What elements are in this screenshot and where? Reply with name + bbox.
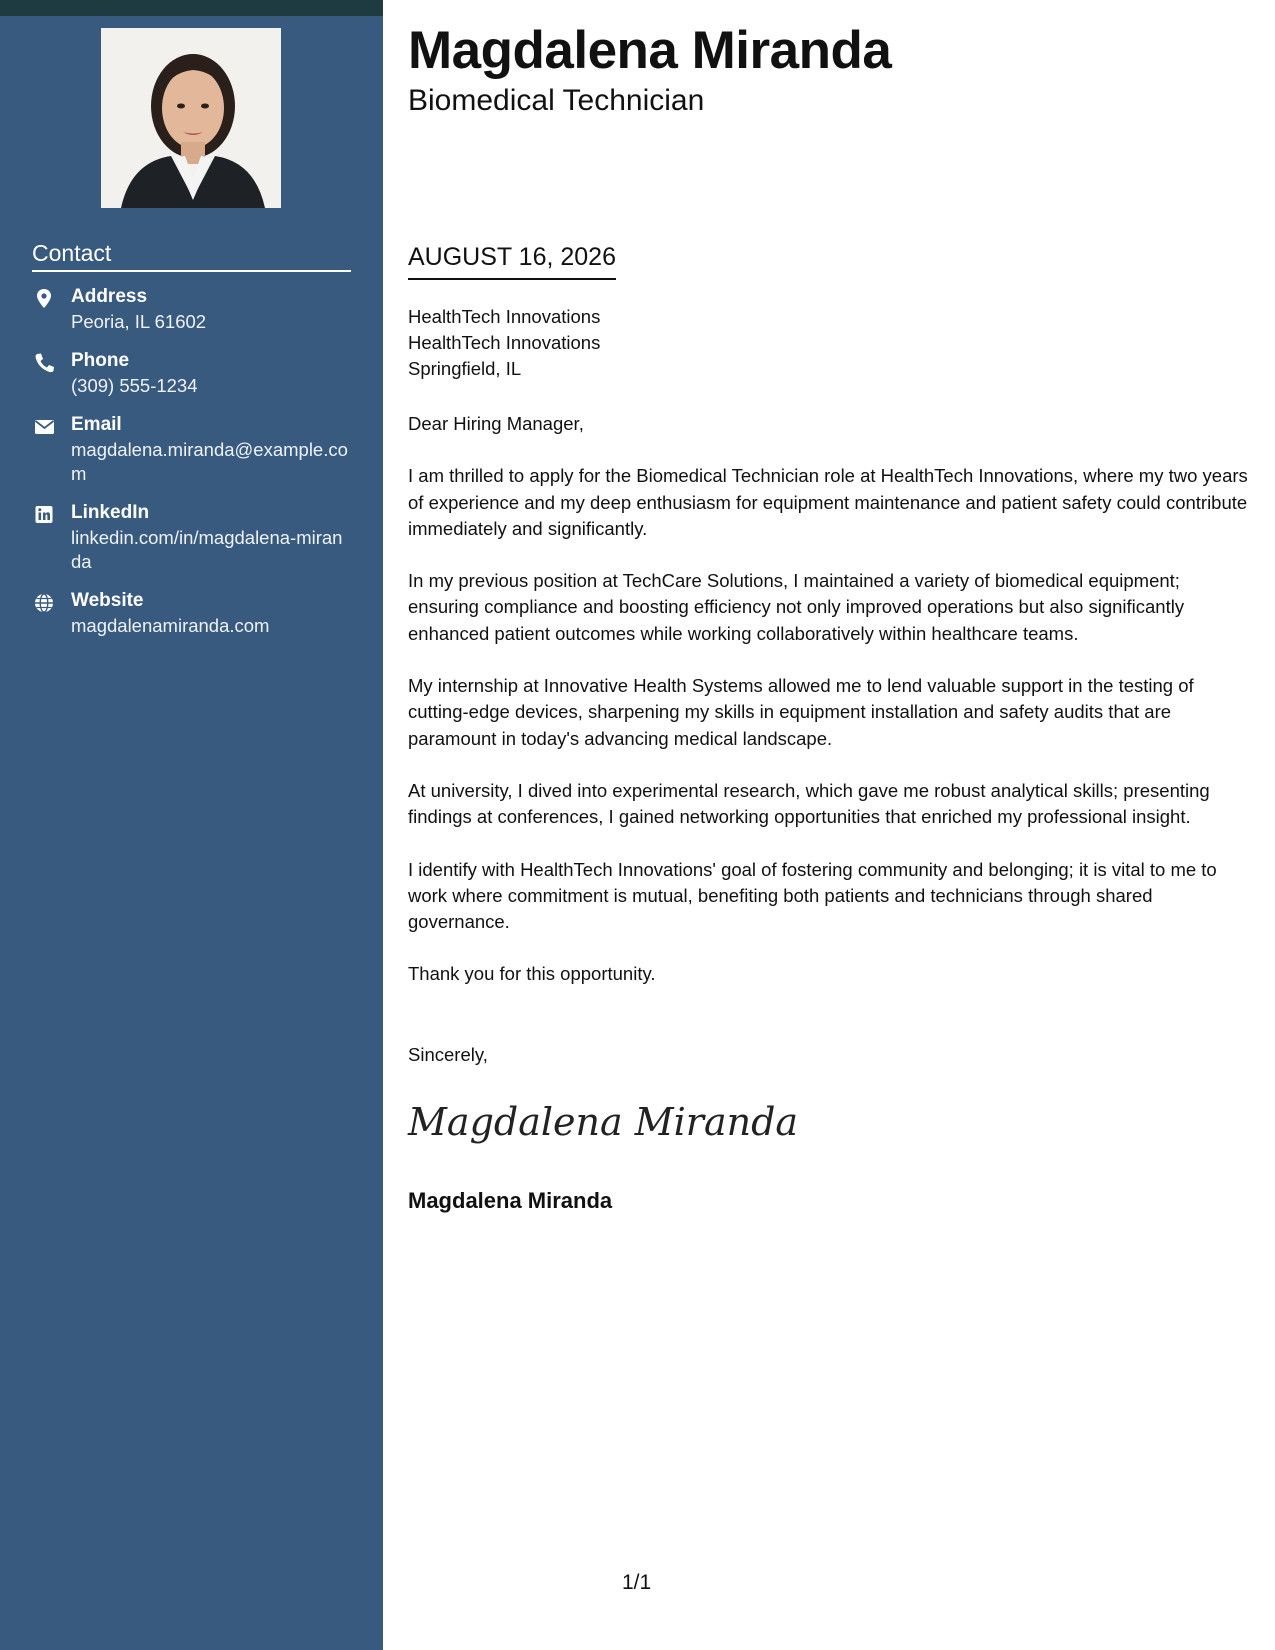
signer-name: Magdalena Miranda [408,1188,613,1213]
sidebar [0,0,383,1650]
recipient-address [408,304,600,382]
phone-icon [32,352,58,374]
email-value[interactable]: magdalena.miranda@example.com [71,439,348,484]
applicant-name: Magdalena Miranda [408,21,892,80]
envelope-icon [32,416,58,438]
phone-label: Phone [71,350,130,371]
recipient-line: HealthTech Innovations [408,332,601,353]
website-label: Website [71,590,144,611]
letter-body [408,411,1248,1014]
recipient-line: HealthTech Innovations [408,306,601,327]
letter-date: AUGUST 16, 2026 [408,243,616,280]
letter-paragraph: At university, I dived into experimental research, which gave me robust analytical skills; presenting findings at conferences, I gained networking opportunities that enriched my professional insight. [408,779,1210,828]
email-label: Email [71,414,122,435]
phone-value[interactable]: (309) 555-1234 [71,375,198,396]
profile-photo [101,28,281,208]
letter-paragraph: Thank you for this opportunity. [408,963,656,985]
closing: Sincerely, [408,1044,488,1065]
contact-heading: Contact [32,240,351,272]
address-value: Peoria, IL 61602 [71,311,207,332]
letter-paragraph: I am thrilled to apply for the Biomedical Technician role at HealthTech Innovations, where my two years of experience and my deep enthusiasm for equipment maintenance and patient safety could contribute immediately and significantly. [408,465,1248,539]
letter-paragraph: My internship at Innovative Health Systems allowed me to lend valuable support in the testing of cutting-edge devices, sharpening my skills in equipment installation and safety audits that are paramount in today's advancing medical landscape. [408,675,1194,749]
globe-icon [32,592,58,614]
website-value[interactable]: magdalenamiranda.com [71,615,270,636]
linkedin-label: LinkedIn [71,502,150,523]
applicant-role: Biomedical Technician [408,84,705,117]
linkedin-value[interactable]: linkedin.com/in/magdalena-miranda [71,527,343,572]
letter-paragraph: I identify with HealthTech Innovations' goal of fostering community and belonging; it is vital to me to work where commitment is mutual, benefiting both patients and technicians through shared governance. [408,858,1217,933]
salutation: Dear Hiring Manager, [408,413,584,434]
signature: Magdalena Miranda [408,1100,799,1144]
top-accent-bar [0,0,383,16]
recipient-line: Springfield, IL [408,358,522,379]
map-pin-icon [32,288,58,310]
letter-paragraph: In my previous position at TechCare Solutions, I maintained a variety of biomedical equipment; ensuring compliance and boosting efficiency not only improved operations but also significantly enhanced patient outcomes while working collaboratively within healthcare teams. [408,570,1185,644]
page-number: 1/1 [622,1571,652,1594]
address-label: Address [71,286,148,307]
linkedin-icon [32,504,58,526]
